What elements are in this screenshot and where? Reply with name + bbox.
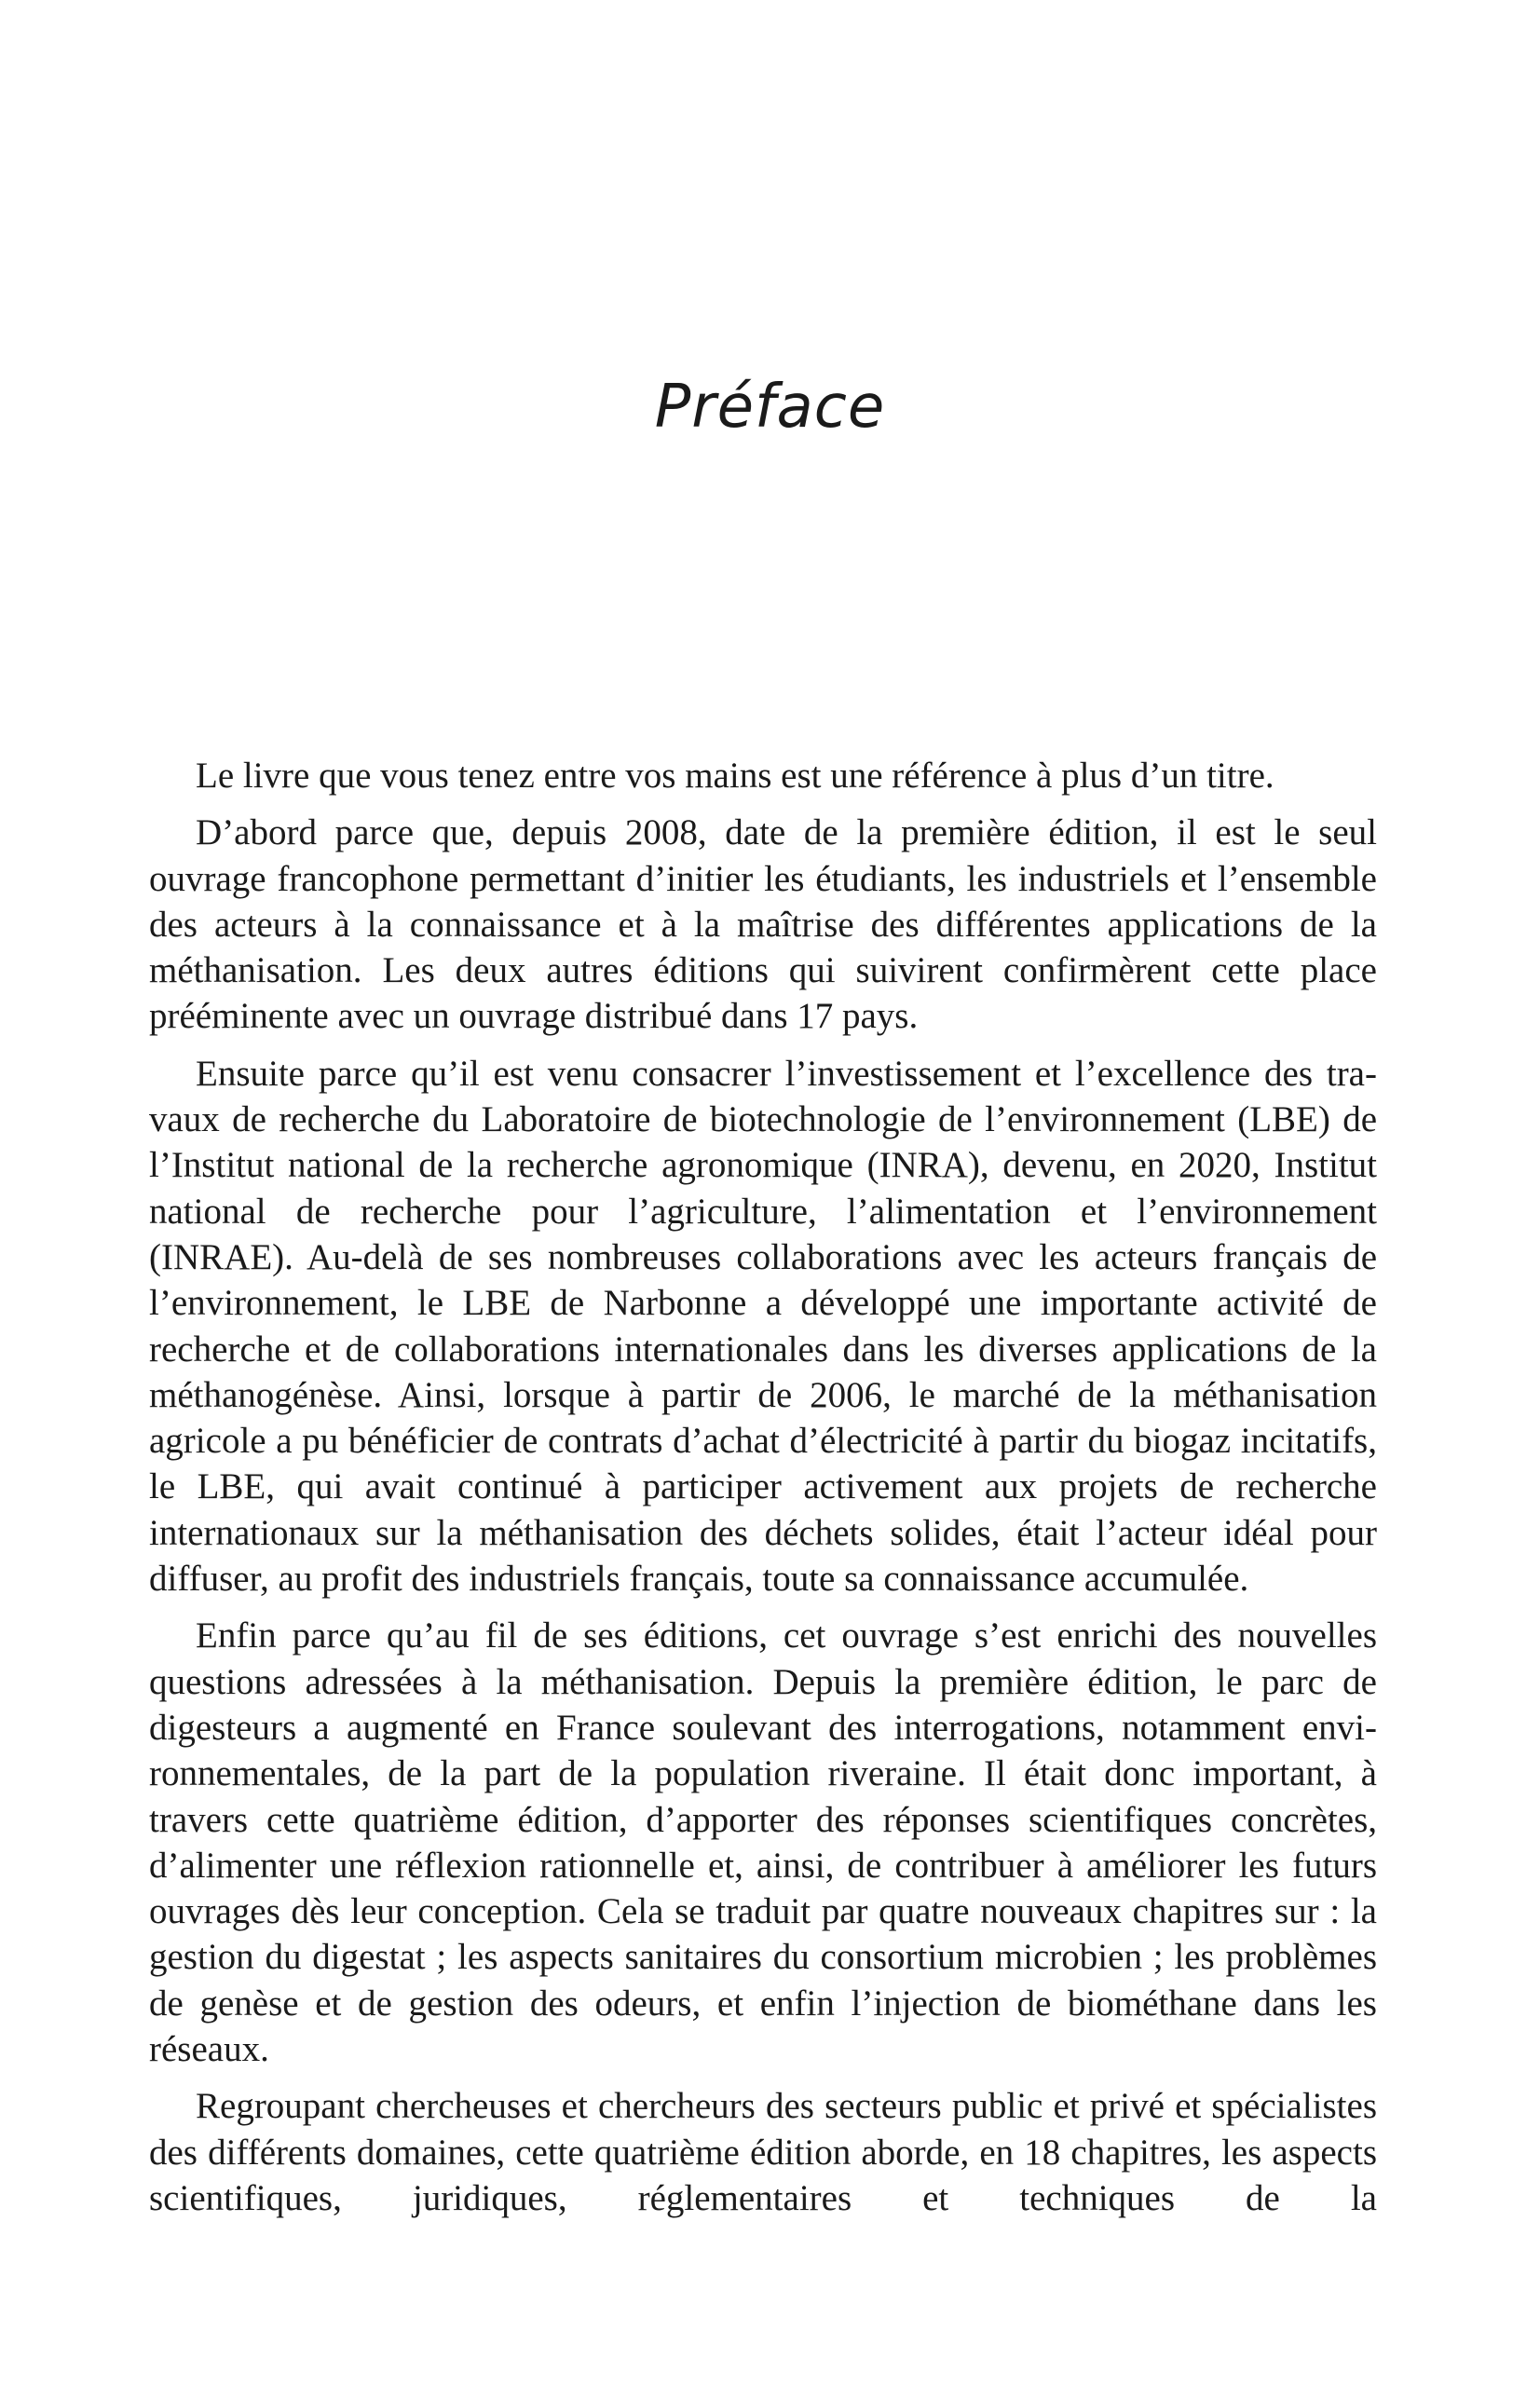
- paragraph-first-reason: D’abord parce que, depuis 2008, date de la première édition, il est le seul ouvrage francophone permettant d’initier les étudiants, les industriels et l’ensemble des acteurs à la connaissance et à la maîtrise des différentes applications de la méthanisation. Les deux autres éditions qui suivirent confirmèrent cette place prééminente avec un ouvrage distribué dans 17 pays.: [149, 812, 1377, 1037]
- page-title: Préface: [654, 373, 886, 442]
- paragraph-third-reason: Enfin parce qu’au fil de ses éditions, cet ouvrage s’est enrichi des nouvelles questions adressées à la méthanisation. Depuis la première édition, le parc de digesteurs a augmenté en France soulevant des interrogations, notamment environnementales, de la part de la population riveraine. Il était donc important, à travers cette quatrième édition, d’apporter des réponses scientifiques concrètes, d’alimenter une réflexion rationnelle et, ainsi, de contribuer à améliorer les futurs ouvrages dès leur conception. Cela se traduit par quatre nouveaux chapitres sur : la gestion du digestat ; les aspects sanitaires du consortium microbien ; les problèmes de genèse et de gestion des odeurs, et enfin l’injection de biométhane dans les réseaux.: [149, 1615, 1377, 2070]
- paragraph-contributors: Regroupant chercheuses et chercheurs des secteurs public et privé et spécialistes des différents domaines, cette quatrième édition aborde, en 18 chapitres, les aspects scientifiques, juridiques, réglementaires et techniques de la: [149, 2086, 1377, 2218]
- paragraph-second-reason: Ensuite parce qu’il est venu consacrer l’investissement et l’excellence des travaux de recherche du Laboratoire de biotechnologie de l’environnement (LBE) de l’Institut national de la recherche agronomique (INRA), devenu, en 2020, Institut national de recherche pour l’agriculture, l’alimentation et l’environnement (INRAE). Au-delà de ses nombreuses collaborations avec les acteurs français de l’environnement, le LBE de Narbonne a développé une importante activité de recherche et de collaborations internationales dans les diverses applications de la méthanogénèse. Ainsi, lorsque à partir de 2006, le marché de la méthanisation agricole a pu bénéficier de contrats d’achat d’électricité à partir du biogaz incitatifs, le LBE, qui avait continué à participer activement aux projets de recherche internationaux sur la méthanisation des déchets solides, était l’acteur idéal pour diffuser, au profit des industriels français, toute sa connaissance accumulée.: [149, 1053, 1377, 1600]
- preface-body: [149, 753, 1377, 2232]
- paragraph-intro: Le livre que vous tenez entre vos mains est une référence à plus d’un titre.: [196, 756, 1274, 796]
